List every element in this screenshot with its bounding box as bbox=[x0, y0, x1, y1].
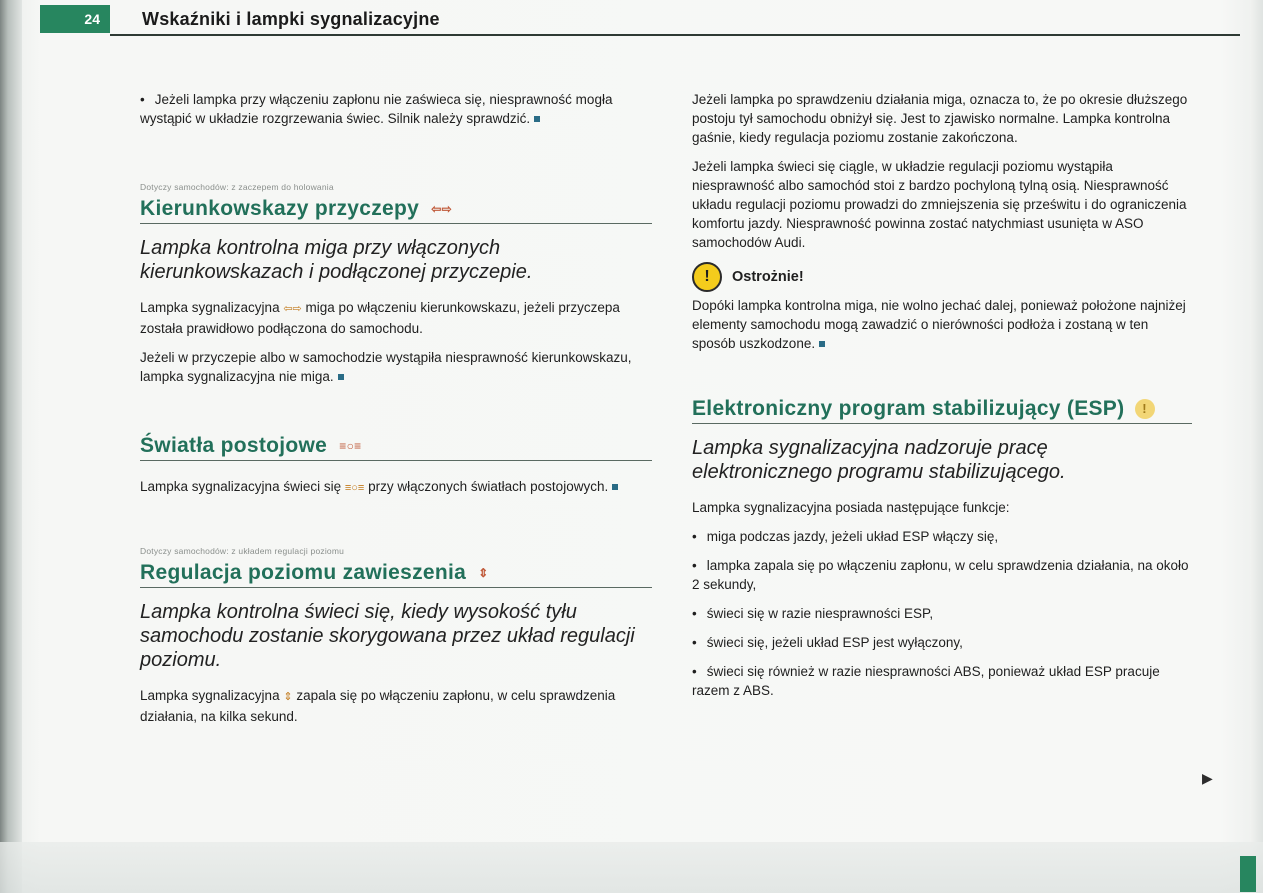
parking-light-icon: ≡○≡ bbox=[339, 438, 362, 453]
paragraph: Jeżeli lampka świeci się ciągle, w układzie regulacji poziomu wystąpiła niesprawność albo samochód stoi z bardzo pochyloną tylną osią. Niesprawność układu regulacji poziomu prowadzi do zmniejszenia się prześwitu i do ograniczenia komfortu jazdy. Niesprawność powinna zostać natychmiast usunięta w ASO samochodów Audi. bbox=[692, 159, 1187, 250]
intro-paragraph bbox=[140, 90, 652, 128]
esp-warning-icon: ! bbox=[1135, 399, 1155, 419]
warning-header bbox=[692, 262, 1192, 292]
level-control-icon: ⇕ bbox=[478, 565, 489, 580]
text: Lampka sygnalizacyjna świeci się bbox=[140, 478, 342, 494]
list-item: • świeci się w razie niesprawności ESP, bbox=[692, 604, 1192, 623]
text: Dopóki lampka kontrolna miga, nie wolno jechać dalej, ponieważ położone najniżej elementy samochodu mogą zawadzić o nierówności podłoża i zostaną w ten sposób uszkodzone. bbox=[692, 298, 1186, 351]
parking-light-icon: ≡○≡ bbox=[344, 481, 365, 494]
paragraph bbox=[140, 686, 652, 726]
end-mark-icon bbox=[534, 116, 540, 122]
applies-note: Dotyczy samochodów: z zaczepem do holowania bbox=[140, 182, 334, 192]
list-item: • świeci się również w razie niesprawności ABS, ponieważ układ ESP pracuje razem z ABS. bbox=[692, 662, 1192, 700]
text: Lampka sygnalizacyjna bbox=[140, 299, 280, 315]
applies-note: Dotyczy samochodów: z układem regulacji poziomu bbox=[140, 545, 345, 556]
section-title-level-control bbox=[140, 560, 652, 588]
continue-arrow-icon: ▶ bbox=[1202, 770, 1213, 786]
header-rule bbox=[110, 34, 1240, 36]
text: miga po włączeniu kierunkowskazu, jeżeli przyczepa została prawidłowo podłączona do samochodu. bbox=[140, 299, 620, 336]
page-header bbox=[0, 0, 1263, 36]
text: zapala się po włączeniu zapłonu, w celu sprawdzenia działania, na kilka sekund. bbox=[140, 687, 616, 724]
section-title-text: Kierunkowskazy przyczepy bbox=[140, 197, 420, 220]
text: Jeżeli w przyczepie albo w samochodzie wystąpiła niesprawność kierunkowskazu, lampka sygnalizacyjna nie miga. bbox=[140, 349, 632, 384]
end-mark-icon bbox=[819, 341, 825, 347]
section-title-trailer-indicators bbox=[140, 199, 652, 224]
right-column bbox=[692, 90, 1192, 710]
paragraph: Lampka sygnalizacyjna posiada następujące funkcje: bbox=[692, 500, 1010, 516]
page-tab-marker bbox=[1240, 856, 1256, 892]
end-mark-icon bbox=[338, 374, 344, 380]
list-item: • lampka zapala się po włączeniu zapłonu, w celu sprawdzenia działania, na około 2 sekundy, bbox=[692, 556, 1192, 594]
section-lead: Lampka sygnalizacyjna nadzoruje pracę elektronicznego programu stabilizującego. bbox=[692, 437, 1066, 484]
list-item: • świeci się, jeżeli układ ESP jest wyłączony, bbox=[692, 633, 1192, 652]
text: przy włączonych światłach postojowych. bbox=[368, 478, 609, 494]
bullet-text: • Jeżeli lampka przy włączeniu zapłonu nie zaświeca się, niesprawność mogła wystąpić w układzie rozgrzewania świec. Silnik należy sprawdzić. bbox=[140, 92, 612, 126]
section-title-text: Elektroniczny program stabilizujący (ESP) bbox=[692, 397, 1125, 420]
level-control-icon: ⇕ bbox=[283, 690, 293, 703]
warning-icon: ! bbox=[692, 262, 722, 292]
page-number: 24 bbox=[40, 5, 110, 33]
turn-signal-icon: ⇦⇨ bbox=[283, 302, 302, 315]
page-edge bbox=[1250, 0, 1263, 893]
section-lead: Lampka kontrolna świeci się, kiedy wysokość tyłu samochodu zostanie skorygowana przez układ regulacji poziomu. bbox=[140, 600, 635, 671]
list-item: • miga podczas jazdy, jeżeli układ ESP włączy się, bbox=[692, 527, 1192, 546]
section-title-parking-lights bbox=[140, 433, 652, 461]
text: Lampka sygnalizacyjna bbox=[140, 687, 280, 703]
paragraph bbox=[140, 477, 652, 498]
paragraph bbox=[140, 298, 652, 338]
paragraph: Jeżeli lampka po sprawdzeniu działania miga, oznacza to, że po okresie dłuższego postoju tył samochodu obniżył się. Jest to zjawisko normalne. Lampka kontrolna gaśnie, kiedy regulacja poziomu zostanie zakończona. bbox=[692, 92, 1188, 145]
turn-signal-icon: ⇦⇨ bbox=[431, 201, 453, 216]
chapter-title: Wskaźniki i lampki sygnalizacyjne bbox=[142, 9, 440, 29]
left-column bbox=[140, 90, 652, 736]
section-lead: Lampka kontrolna miga przy włączonych kierunkowskazach i podłączonej przyczepie. bbox=[140, 236, 533, 283]
paragraph bbox=[140, 348, 652, 386]
section-title-text: Regulacja poziomu zawieszenia bbox=[140, 560, 467, 584]
section-title-esp bbox=[692, 399, 1192, 424]
end-mark-icon bbox=[612, 484, 618, 490]
page-binding bbox=[0, 0, 22, 893]
warning-text bbox=[692, 296, 1192, 353]
bottom-bleed bbox=[0, 842, 1263, 893]
section-title-text: Światła postojowe bbox=[140, 433, 328, 457]
warning-label: Ostrożnie! bbox=[732, 268, 804, 285]
